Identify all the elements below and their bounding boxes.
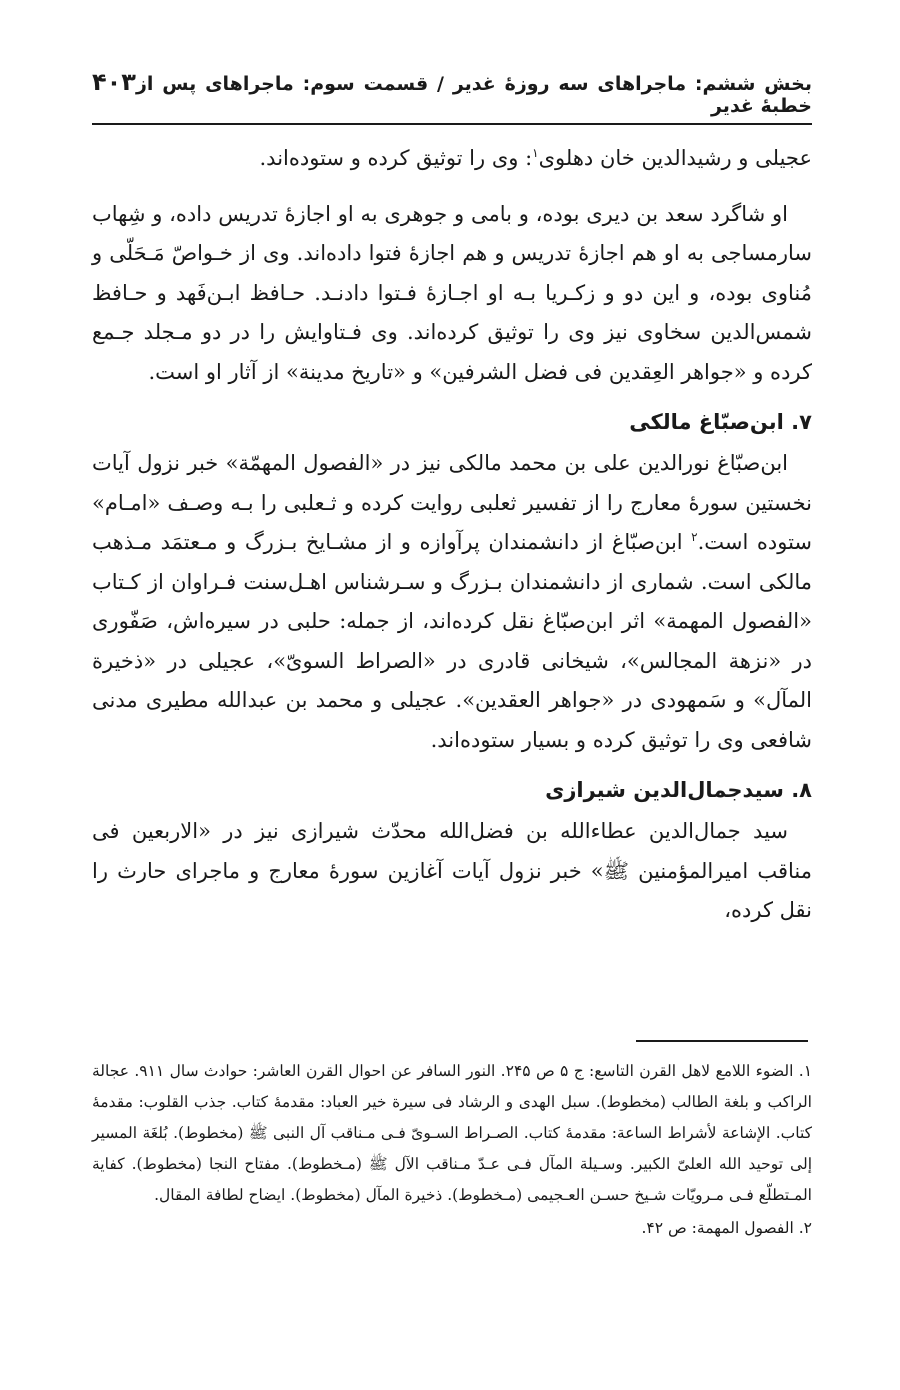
- main-text: [92, 139, 812, 931]
- running-header: [92, 68, 812, 125]
- paragraph-text: : وی را توثیق کرده و ستوده‌اند.: [259, 146, 533, 170]
- page-number: ۴۰۳: [92, 68, 136, 96]
- paragraph: [92, 139, 812, 179]
- paragraph-text: ابن‌صبّاغ نورالدین علی بن محمد مالکی نیز در «الفصول المهمّة» خبر نزول آیات نخستین سورهٔ معارج را از تفسیر ثعلبی روایت کرده و ثـعلبی را بـه وصـف «امـام» ستوده است.: [92, 451, 813, 554]
- footnote: ۱. الضوء اللامع لاهل القرن التاسع: ج ۵ ص ۲۴۵. النور السافر عن احوال القرن العاشر: حوادث سال ۹۱۱. عجالة الراكب و بلغة الطالب (مخطوط). سبل الهدی و الرشاد فی سیرة خیر العباد: مقدمهٔ کتاب. جذب القلوب: مقدمهٔ کتاب. الإشاعة لأشراط الساعة: مقدمهٔ کتاب. الصـراط السـویّ فـی مـناقب آل النبی ﷺ (مخطوط). بُلغَة المسیر إلی توحید الله العلیّ الکبیر. وسـیلة المآل فـی عـدّ مـناقب الآل ﷺ (مـخطوط). مفتاح النجا (مخطوط). کفایة المـتطلّع فـی مـرویّات شـیخ حسـن العـجیمی (مـخطوط). ذخیرة المآل (مخطوط). ایضاح لطافة المقال.: [92, 1062, 813, 1204]
- paragraph: [92, 444, 812, 760]
- section-heading: ۷. ابن‌صبّاغ مالکی: [629, 410, 812, 434]
- footnote: ۲. الفصول المهمة: ص ۴۲.: [641, 1219, 812, 1237]
- footnote-ref: ۲: [691, 530, 698, 544]
- paragraph: سید جمال‌الدین عطاءالله بن فضل‌الله محدّث شیرازی نیز در «الاربعین فی مناقب امیرالمؤمنین ﷺ» خبر نزول آیات آغازین سورهٔ معارج و ماجرای حارث را نقل کرده،: [92, 819, 812, 922]
- paragraph-text: ابن‌صبّاغ از دانشمندان پرآوازه و از مشـایخ بـزرگ و مـعتمَد مـذهب مالکی است. شماری از دانشمندان بـزرگ و سـرشناس اهـل‌سنت فـراوان از کـتاب «الفصول المهمة» اثر ابن‌صبّاغ نقل کرده‌اند، از جمله: حلبی در سیره‌اش، صَفّوری در «نزهة المجالس»، شیخانی قادری در «الصراط السویّ»، عجیلی در «ذخیرة المآل» و سَمهودی در «جواهر العقدین». عجیلی و محمد بن عبدالله مطیری مدنی شافعی وی را توثیق کرده و بسیار ستوده‌اند.: [92, 530, 812, 752]
- header-title: بخش ششم: ماجراهای سه روزهٔ غدیر / قسمت سوم: ماجراهای پس از خطبهٔ غدیر: [135, 73, 812, 117]
- paragraph: او شاگرد سعد بن دیری بوده، و بامی و جوهری به او اجازهٔ تدریس داده، و شِهاب سارمساجی به او هم اجازهٔ تدریس و هم اجازهٔ فتوا داده‌اند. وی از خـواصّ مَـحَلّی و مُناوی بوده، و این دو و زکـریا بـه او اجـازهٔ فـتوا دادنـد. حـافظ ابـن‌فَهد و حـافظ شمس‌الدین سخاوی نیز وی را توثیق کرده‌اند. وی فـتاوایش را در دو مـجلد جـمع کرده و «جواهر العِقدین فی فضل الشرفین» و «تاریخ مدینة» از آثار او است.: [92, 201, 812, 384]
- paragraph-text: عجیلی و رشیدالدین خان دهلوی: [538, 146, 812, 170]
- footnotes: [92, 1056, 812, 1246]
- page: [92, 68, 812, 943]
- section-heading: ۸. سیدجمال‌الدین شیرازی: [545, 778, 812, 802]
- footnote-divider: [636, 1040, 808, 1042]
- footnote-ref: ۱: [532, 146, 539, 160]
